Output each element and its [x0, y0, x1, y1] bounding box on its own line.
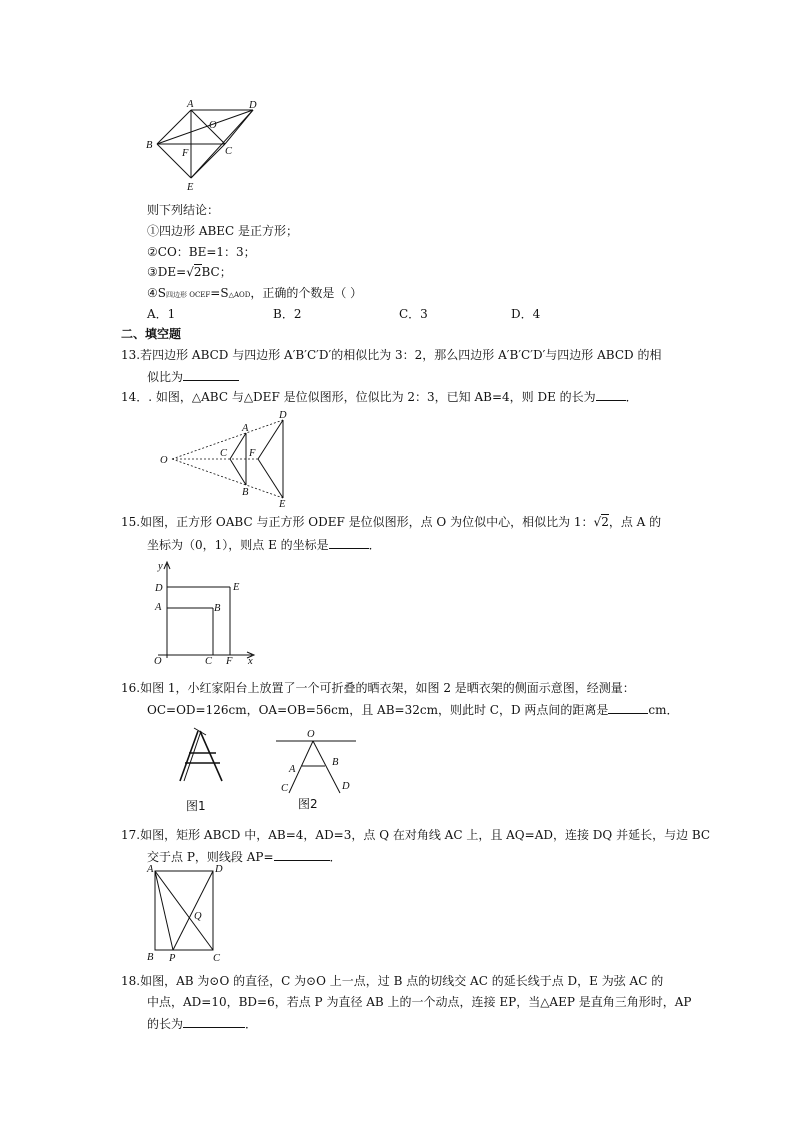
- label-f: F: [182, 148, 189, 159]
- sqrt-sign: √: [186, 265, 194, 279]
- label-d: D: [249, 100, 257, 111]
- figure-square-diagram: [145, 98, 265, 193]
- label-a: A: [147, 864, 154, 875]
- answer-blank: [274, 849, 330, 861]
- label-o: O: [209, 120, 217, 131]
- q18-line2: 中点，AD=10，BD=6，若点 P 为直径 AB 上的一个动点，连接 EP，当△AEP 是直角三角形时，AP: [147, 995, 692, 1009]
- q12-s3-pre: ③DE=: [147, 265, 187, 279]
- label-e: E: [279, 499, 286, 510]
- q17-line2: [147, 849, 342, 864]
- label-e: E: [233, 582, 240, 593]
- figure-homothety-triangles: [158, 410, 293, 510]
- q13-line2-text: 似比为: [147, 370, 184, 384]
- q15-line2-post: ．: [368, 538, 381, 552]
- q16-line2-text: OC=OD=126cm，OA=OB=56cm，且 AB=32cm，则此时 C，D 两点间的距离是: [147, 703, 609, 717]
- label-o: O: [160, 455, 168, 466]
- figure-coordinate-squares: [148, 558, 258, 668]
- label-b: B: [242, 487, 249, 498]
- q18-line3-text: 的长为: [147, 1017, 184, 1031]
- label-d: D: [215, 864, 223, 875]
- q18-line3: [147, 1016, 257, 1031]
- label-a: A: [242, 423, 249, 434]
- figure-rectangle-diagonal: [145, 864, 230, 964]
- q15-radicand: 2: [601, 515, 609, 529]
- q16-line2-post: cm．: [648, 703, 679, 717]
- segment-ac: [230, 433, 246, 459]
- q12-option-d: D．4: [511, 307, 541, 321]
- label-c: C: [225, 146, 233, 157]
- label-b: B: [332, 757, 339, 768]
- q14-post: ．: [625, 390, 638, 404]
- q12-s4-sub2: △AOD: [228, 291, 251, 299]
- label-d: D: [342, 781, 350, 792]
- sqrt-sign: √: [593, 515, 602, 529]
- q17-line1: 17.如图，矩形 ABCD 中，AB=4，AD=3，点 Q 在对角线 AC 上，且 AQ=AD，连接 DQ 并延长，与边 BC: [121, 828, 711, 842]
- q13-line2: [147, 369, 239, 384]
- left-leg-inner: [184, 731, 201, 781]
- q12-s4-mid: =S: [210, 286, 229, 300]
- q12-statement-3: [147, 265, 232, 279]
- answer-blank: [183, 369, 239, 381]
- label-d: D: [279, 410, 287, 421]
- answer-blank: [608, 702, 648, 714]
- figure-2-caption: 图2: [298, 797, 318, 811]
- q12-s4-pre: ④S: [147, 286, 166, 300]
- q18-line1: 18.如图，AB 为⊙O 的直径，C 为⊙O 上一点，过 B 点的切线交 AC 的延长线于点 D，E 为弦 AC 的: [121, 974, 664, 988]
- segment-cb: [230, 459, 246, 485]
- label-d: D: [155, 583, 163, 594]
- answer-blank: [183, 1016, 245, 1028]
- q12-statement-4: [147, 286, 362, 302]
- q14-text: 14．. 如图，△ABC 与△DEF 是位似图形，位似比为 2：3，已知 AB=4，则 DE 的长为: [121, 390, 596, 404]
- q12-option-b: B．2: [273, 307, 302, 321]
- label-b: B: [147, 952, 154, 963]
- section-title: 二、填空题: [121, 327, 182, 341]
- label-b: B: [146, 140, 153, 151]
- ray-oe: [172, 459, 283, 498]
- q15-pre: 15.如图，正方形 OABC 与正方形 ODEF 是位似图形，点 O 为位似中心，相似比为 1：: [121, 515, 594, 529]
- q16-line1: 16.如图 1，小红家阳台上放置了一个可折叠的晒衣架，如图 2 是晒衣架的侧面示意图，经测量：: [121, 681, 635, 695]
- label-p: P: [169, 953, 176, 964]
- q12-s3-post: BC；: [201, 265, 232, 279]
- q14-line1: [121, 389, 638, 404]
- q15-line1: [121, 515, 661, 529]
- label-o: O: [307, 729, 315, 740]
- label-y: y: [158, 561, 163, 572]
- q12-statement-1: ①四边形 ABEC 是正方形；: [147, 224, 299, 238]
- label-c: C: [220, 448, 228, 459]
- q12-s4-sub1: 四边形 OCEF: [165, 291, 211, 299]
- label-c: C: [281, 783, 289, 794]
- q12-option-c: C．3: [399, 307, 428, 321]
- left-leg: [180, 731, 198, 781]
- q12-option-a: A．1: [147, 307, 176, 321]
- segment-fe: [258, 459, 283, 498]
- ray-od: [172, 420, 283, 459]
- right-leg: [200, 731, 222, 781]
- label-e: E: [187, 182, 194, 193]
- segment-df: [258, 420, 283, 459]
- label-x: x: [248, 656, 253, 667]
- q12-s4-post: ，正确的个数是（ ）: [250, 286, 363, 300]
- q12-intro: 则下列结论：: [147, 203, 220, 217]
- q17-line2-text: 交于点 P，则线段 AP=: [147, 850, 274, 864]
- label-f: F: [249, 448, 256, 459]
- label-f: F: [226, 656, 233, 667]
- q17-line2-post: ．: [329, 850, 342, 864]
- label-a: A: [155, 602, 162, 613]
- label-b: B: [214, 603, 221, 614]
- answer-blank: [329, 537, 369, 549]
- figure-clothes-rack-side-view: [272, 727, 372, 802]
- segment-dp: [173, 871, 213, 950]
- label-q: Q: [194, 911, 202, 922]
- label-a: A: [187, 99, 194, 110]
- label-a: A: [289, 764, 296, 775]
- figure-1-caption: 图1: [186, 799, 206, 813]
- q15-line2-text: 坐标为（0，1），则点 E 的坐标是: [147, 538, 329, 552]
- q12-statement-2: ②CO：BE=1：3；: [147, 245, 256, 259]
- label-o: O: [154, 656, 162, 667]
- q18-line3-post: ．: [245, 1017, 258, 1031]
- q16-line2: [147, 702, 679, 717]
- label-c: C: [213, 953, 221, 964]
- q15-post: ，点 A 的: [608, 515, 662, 529]
- label-c: C: [205, 656, 213, 667]
- q15-line2: [147, 537, 381, 552]
- answer-blank: [596, 389, 626, 401]
- q13-line1: 13.若四边形 ABCD 与四边形 A′B′C′D′的相似比为 3：2，那么四边形 A′B′C′D′与四边形 ABCD 的相: [121, 348, 662, 362]
- figure-clothes-rack-photo: [172, 725, 242, 785]
- q12-s3-radicand: 2: [193, 265, 202, 279]
